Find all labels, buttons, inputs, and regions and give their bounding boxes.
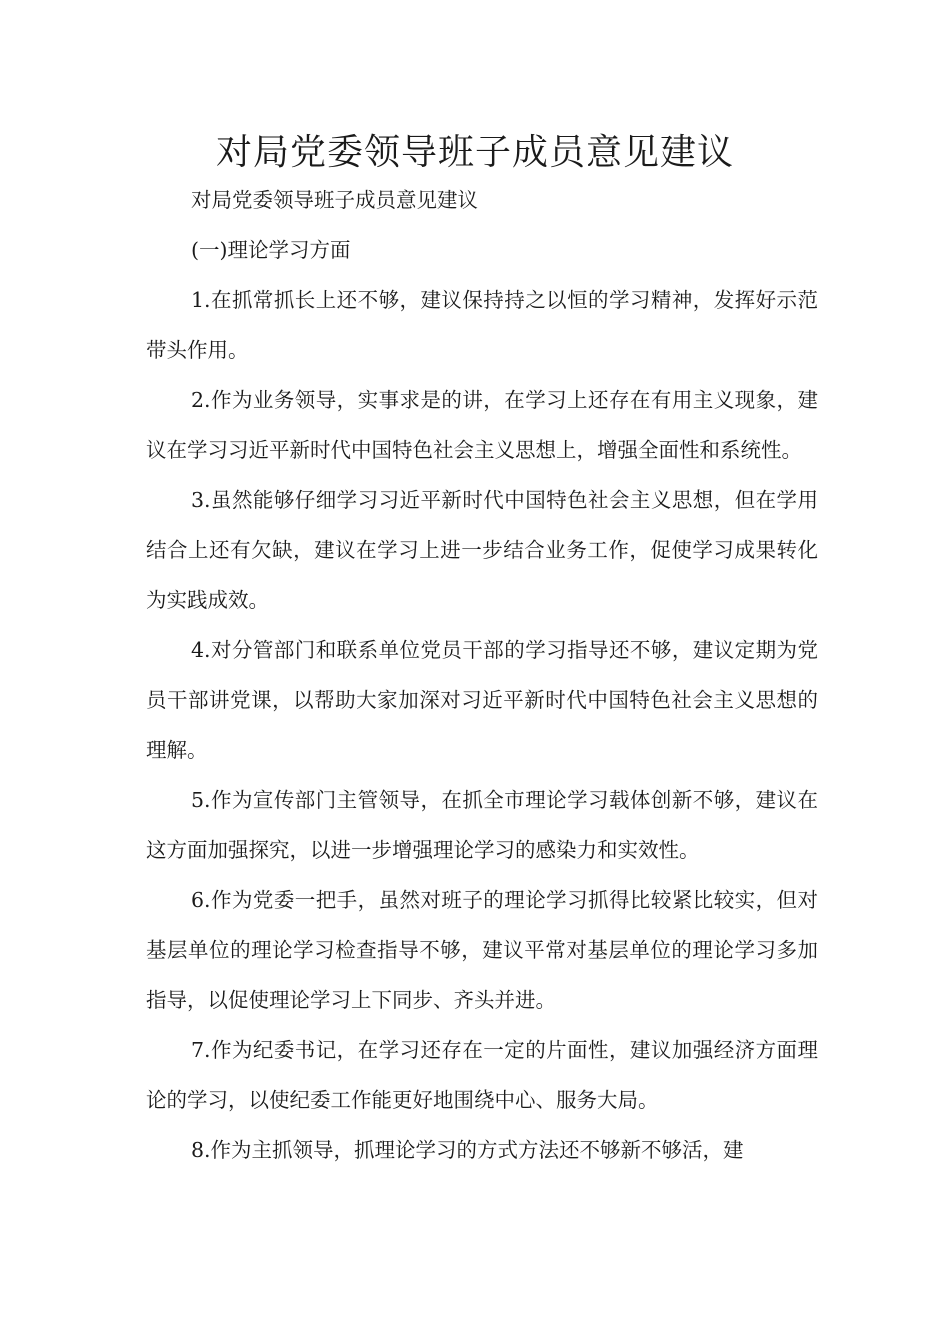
paragraph-4: 4.对分管部门和联系单位党员干部的学习指导还不够，建议定期为党员干部讲党课，以帮助大家加深对习近平新时代中国特色社会主义思想的理解。 [146,638,818,762]
paragraph-2: 2.作为业务领导，实事求是的讲，在学习上还存在有用主义现象，建议在学习习近平新时代中国特色社会主义思想上，增强全面性和系统性。 [146,388,818,462]
paragraph-6: 6.作为党委一把手，虽然对班子的理论学习抓得比较紧比较实，但对基层单位的理论学习检查指导不够，建议平常对基层单位的理论学习多加指导，以促使理论学习上下同步、齐头并进。 [146,888,818,1012]
document-title: 对局党委领导班子成员意见建议 [215,132,734,173]
paragraph-5: 5.作为宣传部门主管领导，在抓全市理论学习载体创新不够，建议在这方面加强探究，以进一步增强理论学习的感染力和实效性。 [146,788,818,862]
paragraph-1: 1.在抓常抓长上还不够，建议保持持之以恒的学习精神，发挥好示范带头作用。 [146,288,818,362]
subtitle-line: 对局党委领导班子成员意见建议 [191,188,478,212]
paragraph-3: 3.虽然能够仔细学习习近平新时代中国特色社会主义思想，但在学用结合上还有欠缺，建议在学习上进一步结合业务工作，促使学习成果转化为实践成效。 [146,488,818,612]
paragraph-7: 7.作为纪委书记，在学习还存在一定的片面性，建议加强经济方面理论的学习，以使纪委工作能更好地围绕中心、服务大局。 [146,1038,818,1112]
section-heading: (一)理论学习方面 [191,238,351,262]
paragraph-8: 8.作为主抓领导，抓理论学习的方式方法还不够新不够活，建 [191,1138,744,1162]
document-body [146,175,818,1175]
